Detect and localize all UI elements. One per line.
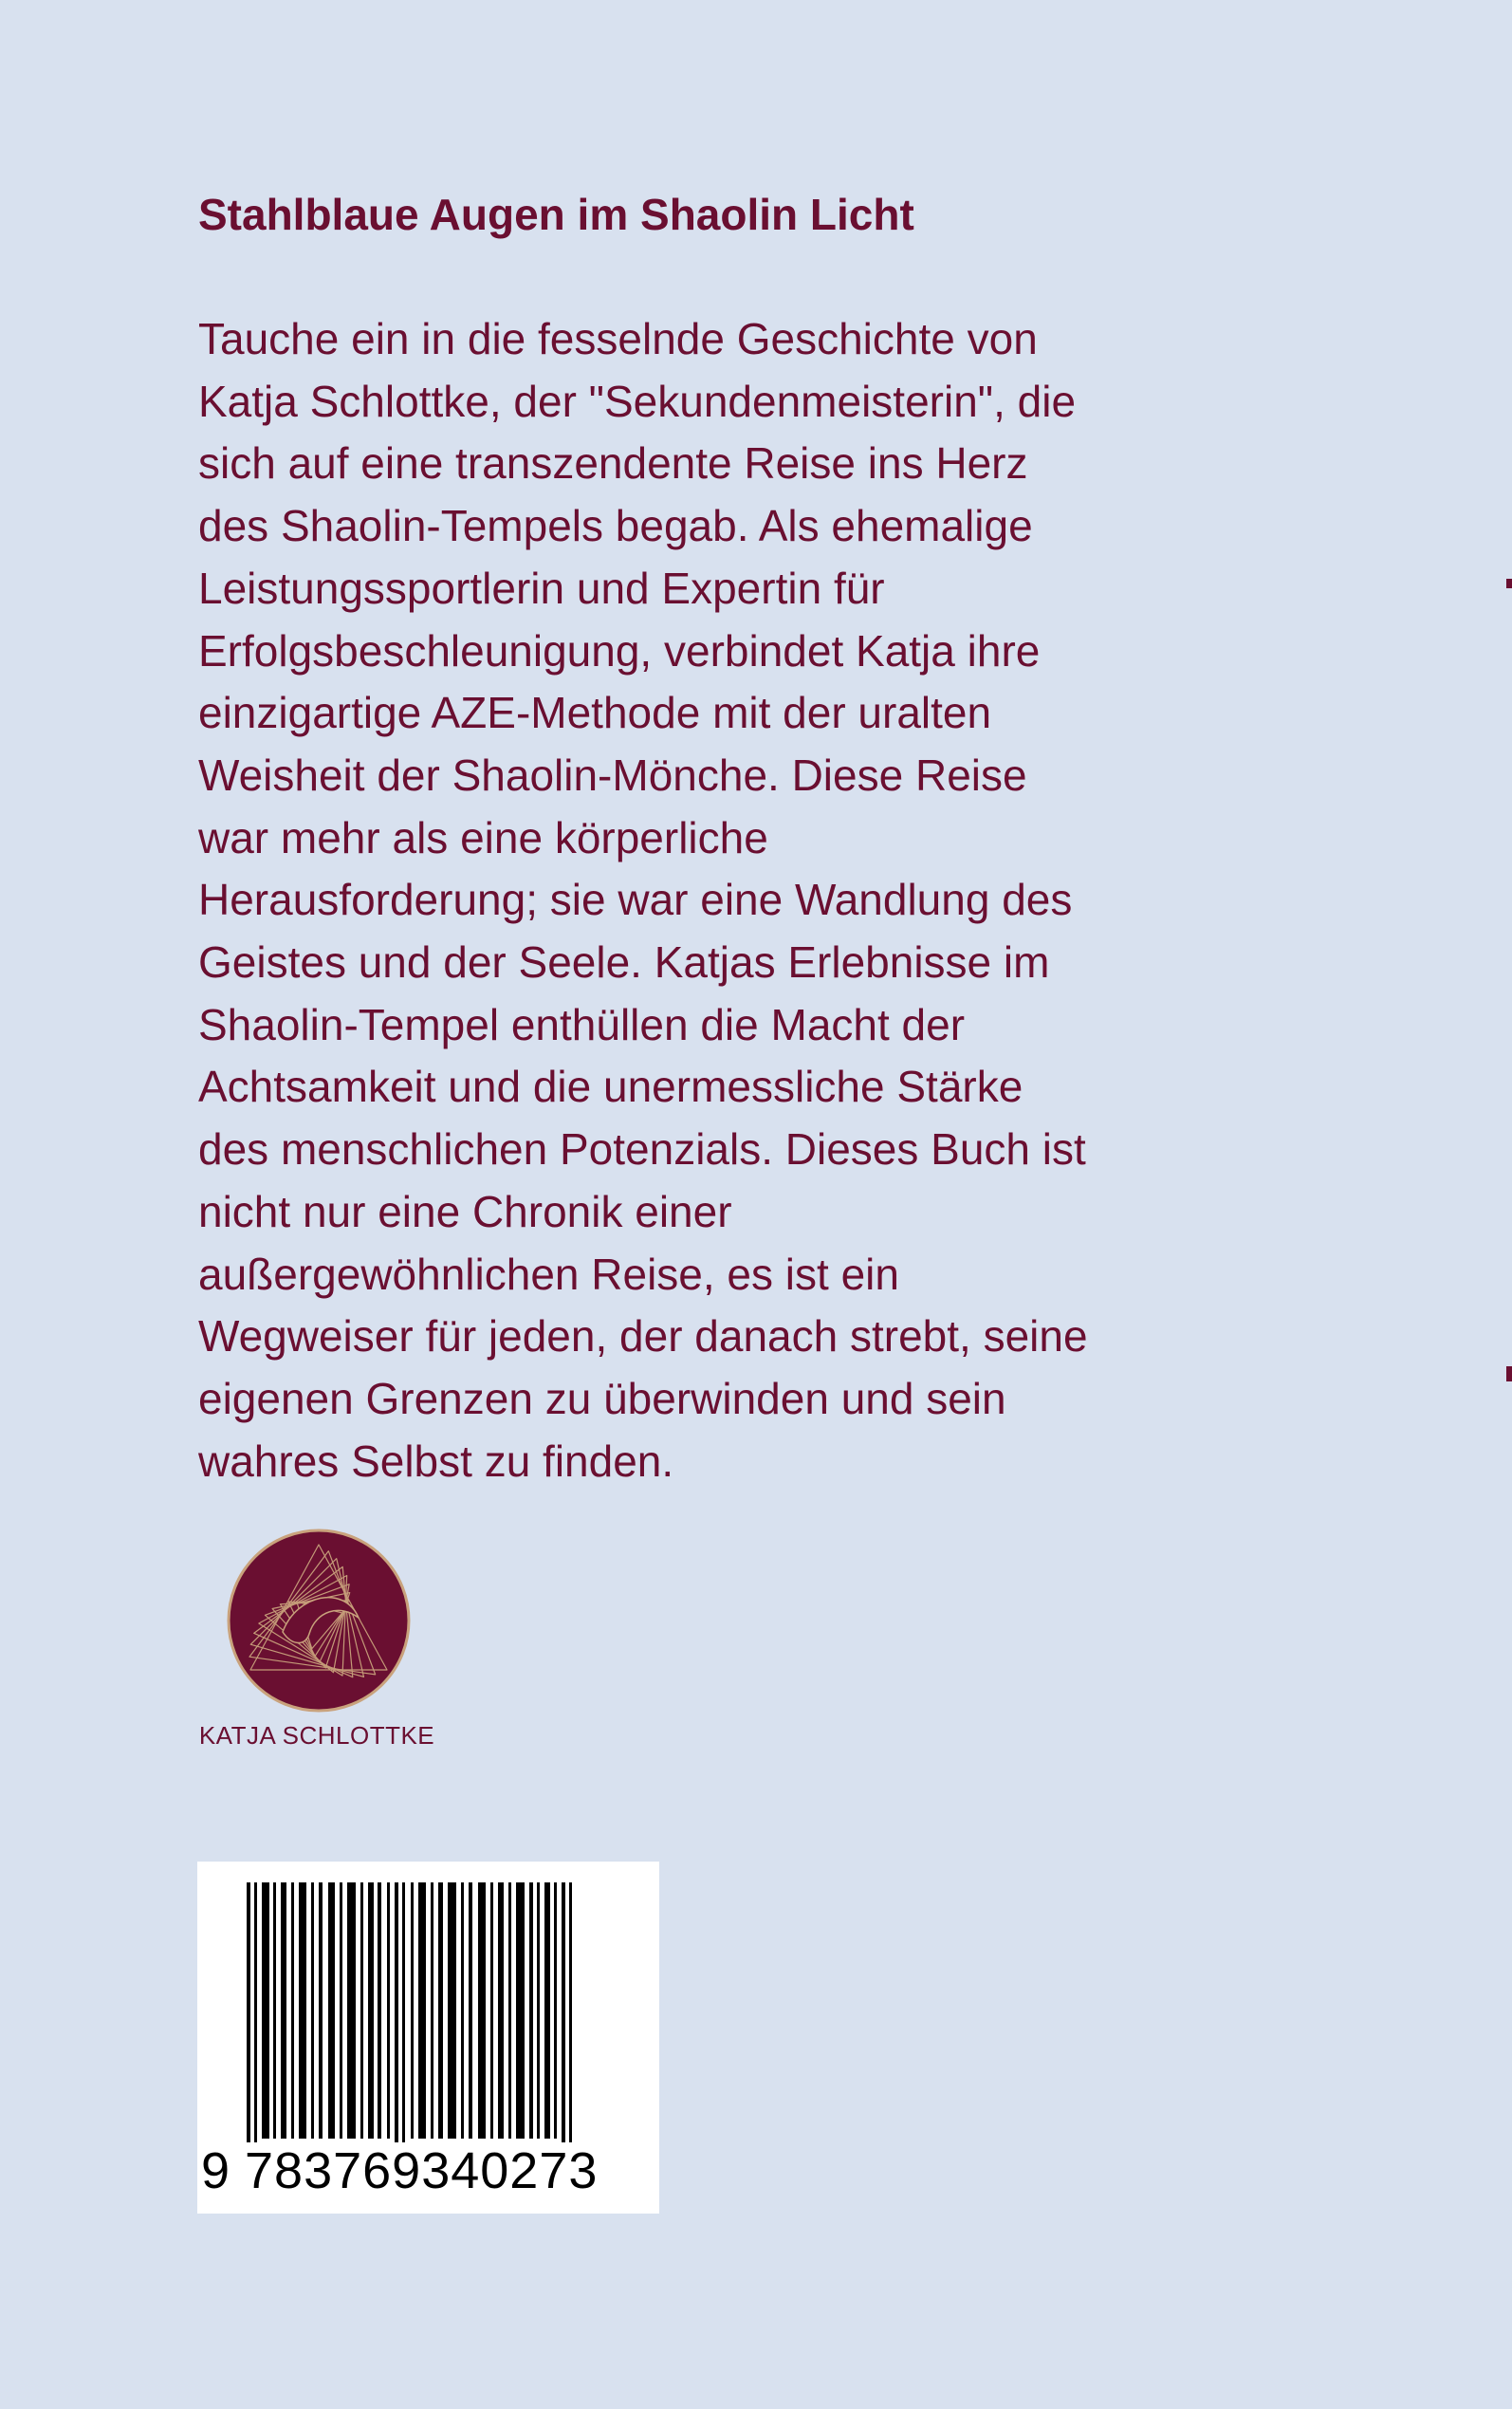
barcode-bar <box>448 1882 456 2139</box>
blurb-line: Achtsamkeit und die unermessliche Stärke <box>198 1062 1023 1112</box>
blurb-line: außergewöhnlichen Reise, es ist ein <box>198 1249 899 1299</box>
spiral-triangle-logo-icon <box>226 1528 412 1714</box>
barcode-bar <box>490 1882 493 2139</box>
barcode-bar <box>281 1882 286 2139</box>
blurb-line: Wegweiser für jeden, der danach strebt, seine <box>198 1311 1088 1362</box>
blurb-line: des Shaolin-Tempels begab. Als ehemalige <box>198 501 1033 551</box>
barcode-bar <box>291 1882 294 2139</box>
blurb-line: Erfolgsbeschleunigung, verbindet Katja ihre <box>198 625 1041 676</box>
barcode-bar <box>411 1882 414 2139</box>
brand-name: KATJA SCHLOTTKE <box>198 1721 435 1750</box>
barcode-bar <box>319 1882 323 2139</box>
blurb-line: Geistes und der Seele. Katjas Erlebnisse im <box>198 937 1050 988</box>
barcode-icon <box>197 1862 659 2142</box>
blurb-line: eigenen Grenzen zu überwinden und sein <box>198 1373 1006 1423</box>
barcode-bar <box>273 1882 276 2139</box>
barcode-bar <box>254 1882 257 2142</box>
barcode-bar <box>368 1882 374 2139</box>
barcode-bar <box>262 1882 269 2139</box>
barcode-bar <box>508 1882 511 2139</box>
blurb-line: wahres Selbst zu finden. <box>198 1436 674 1486</box>
blurb-line: einzigartige AZE-Methode mit der uralten <box>198 688 992 738</box>
barcode-bar <box>562 1882 565 2142</box>
barcode-bar <box>347 1882 356 2139</box>
isbn-number <box>197 2142 659 2199</box>
barcode-bar <box>569 1882 572 2142</box>
barcode-bar <box>387 1882 390 2139</box>
barcode-bar <box>311 1882 314 2139</box>
barcode-bar <box>247 1882 250 2142</box>
barcode-bar <box>516 1882 525 2139</box>
blurb-line: Shaolin-Tempel enthüllen die Macht der <box>198 999 966 1049</box>
barcode-bar <box>395 1882 398 2142</box>
barcode <box>197 1862 659 2214</box>
barcode-bar <box>340 1882 342 2139</box>
blurb-line: Herausforderung; sie war eine Wandlung des <box>198 875 1073 925</box>
spine-edge-mark <box>1506 579 1512 588</box>
barcode-bar <box>431 1882 433 2139</box>
blurb-line: Tauche ein in die fesselnde Geschichte von <box>198 314 1038 363</box>
barcode-bar <box>529 1882 533 2139</box>
blurb-line: Weisheit der Shaolin-Mönche. Diese Reise <box>198 750 1027 800</box>
barcode-bar <box>498 1882 504 2139</box>
book-title: Stahlblaue Augen im Shaolin Licht <box>198 190 914 239</box>
blurb-line: Katja Schlottke, der "Sekundenmeisterin", die <box>198 376 1077 426</box>
barcode-bar <box>554 1882 557 2139</box>
isbn-prefix-digit: 9 <box>201 2142 230 2199</box>
blurb-line: war mehr als eine körperliche <box>198 812 768 862</box>
barcode-bar <box>469 1882 472 2139</box>
barcode-bar <box>378 1882 381 2139</box>
barcode-bar <box>544 1882 550 2139</box>
blurb-line: Leistungssportlerin und Expertin für <box>198 563 885 613</box>
blurb-line: des menschlichen Potenzials. Dieses Buch ist <box>198 1124 1086 1175</box>
barcode-bar <box>478 1882 486 2139</box>
spine-edge-mark <box>1506 1366 1512 1381</box>
barcode-bar <box>402 1882 405 2142</box>
barcode-bar <box>299 1882 306 2139</box>
barcode-bar <box>360 1882 363 2139</box>
barcode-bar <box>418 1882 426 2139</box>
book-blurb <box>198 308 1156 1492</box>
barcode-bar <box>461 1882 464 2139</box>
blurb-line: sich auf eine transzendente Reise ins Herz <box>198 438 1028 489</box>
isbn-digits: 783769340273 <box>245 2142 599 2199</box>
barcode-bar <box>537 1882 540 2139</box>
barcode-bar <box>438 1882 443 2139</box>
barcode-bar <box>328 1882 335 2139</box>
blurb-line: nicht nur eine Chronik einer <box>198 1186 732 1236</box>
